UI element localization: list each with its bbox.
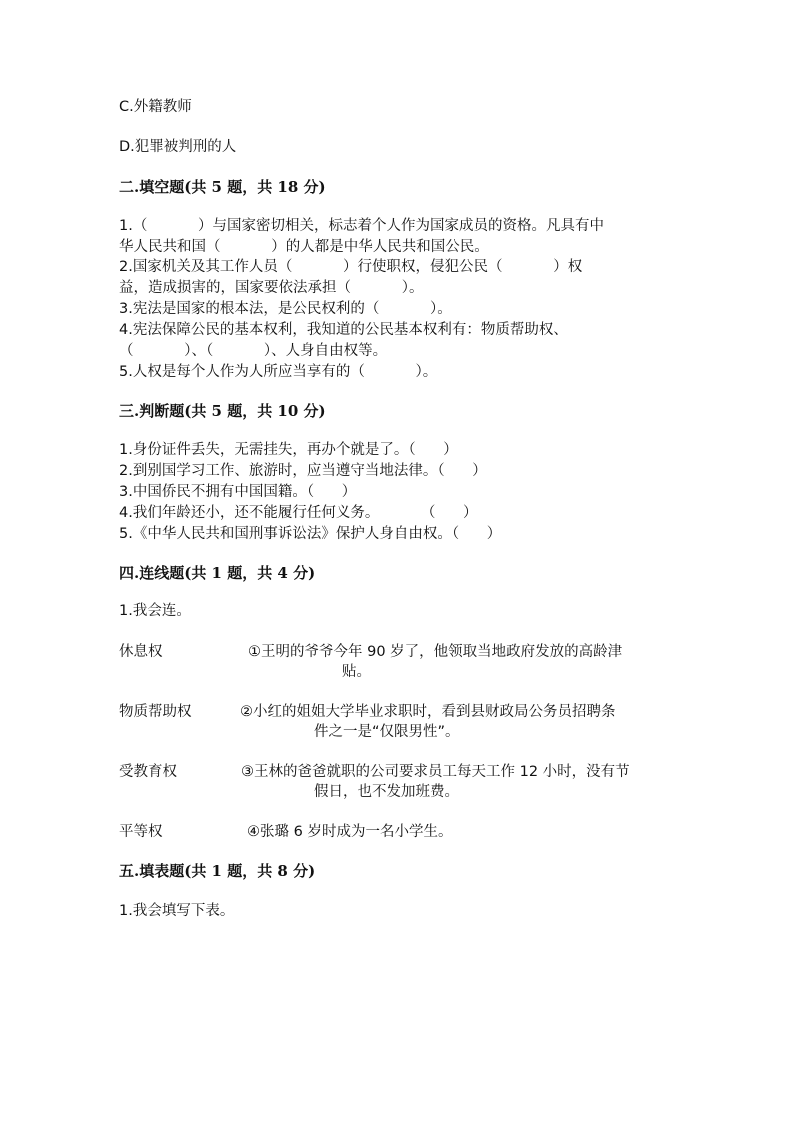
- match-question: 1.我会连。: [119, 603, 191, 619]
- fill-line-7: （ ）、（ ）、人身自由权等。: [119, 343, 388, 359]
- match-left-item-3: 受教育权: [119, 764, 177, 780]
- fill-line-4: 益，造成损害的，国家要依法承担（ ）。: [119, 280, 424, 296]
- match-right-item-1-cont: 贴。: [342, 664, 371, 680]
- match-right-item-2: ②小红的姐姐大学毕业求职时，看到县财政局公务员招聘条: [240, 704, 616, 720]
- fill-line-5: 3.宪法是国家的根本法，是公民权利的（ ）。: [119, 301, 452, 317]
- match-left-item-2: 物质帮助权: [119, 704, 192, 720]
- match-section-heading: 四.连线题(共 1 题，共 4 分): [119, 564, 316, 582]
- judge-section-heading: 三.判断题(共 5 题，共 10 分): [119, 402, 326, 420]
- match-right-item-3-cont: 假日，也不发加班费。: [314, 784, 459, 800]
- match-left-item-4: 平等权: [119, 824, 163, 840]
- judge-line-5: 5.《中华人民共和国刑事诉讼法》保护人身自由权。（ ）: [119, 526, 502, 542]
- fill-line-8: 5.人权是每个人作为人所应当享有的（ ）。: [119, 364, 438, 380]
- judge-line-4: 4.我们年龄还小，还不能履行任何义务。 （ ）: [119, 505, 478, 521]
- match-right-item-3: ③王林的爸爸就职的公司要求员工每天工作 12 小时，没有节: [241, 764, 630, 780]
- fill-section-heading: 二.填空题(共 5 题，共 18 分): [119, 178, 326, 196]
- match-right-item-2-cont: 件之一是“仅限男性”。: [314, 724, 460, 740]
- table-section-heading: 五.填表题(共 1 题，共 8 分): [119, 862, 316, 880]
- fill-line-2: 华人民共和国（ ）的人都是中华人民共和国公民。: [119, 239, 489, 255]
- option-c: C.外籍教师: [119, 99, 192, 115]
- match-right-item-4: ④张璐 6 岁时成为一名小学生。: [247, 824, 453, 840]
- match-left-item-1: 休息权: [119, 644, 163, 660]
- judge-line-1: 1.身份证件丢失，无需挂失，再办个就是了。（ ）: [119, 442, 458, 458]
- table-question: 1.我会填写下表。: [119, 903, 235, 919]
- match-right-item-1: ①王明的爷爷今年 90 岁了，他领取当地政府发放的高龄津: [248, 644, 623, 660]
- option-d: D.犯罪被判刑的人: [119, 139, 237, 155]
- judge-line-3: 3.中国侨民不拥有中国国籍。（ ）: [119, 484, 357, 500]
- fill-line-6: 4.宪法保障公民的基本权利，我知道的公民基本权利有：物质帮助权、: [119, 322, 568, 338]
- fill-line-3: 2.国家机关及其工作人员（ ）行使职权，侵犯公民（ ）权: [119, 259, 583, 275]
- fill-line-1: 1.（ ）与国家密切相关，标志着个人作为国家成员的资格。凡具有中: [119, 218, 605, 234]
- judge-line-2: 2.到别国学习工作、旅游时，应当遵守当地法律。（ ）: [119, 463, 487, 479]
